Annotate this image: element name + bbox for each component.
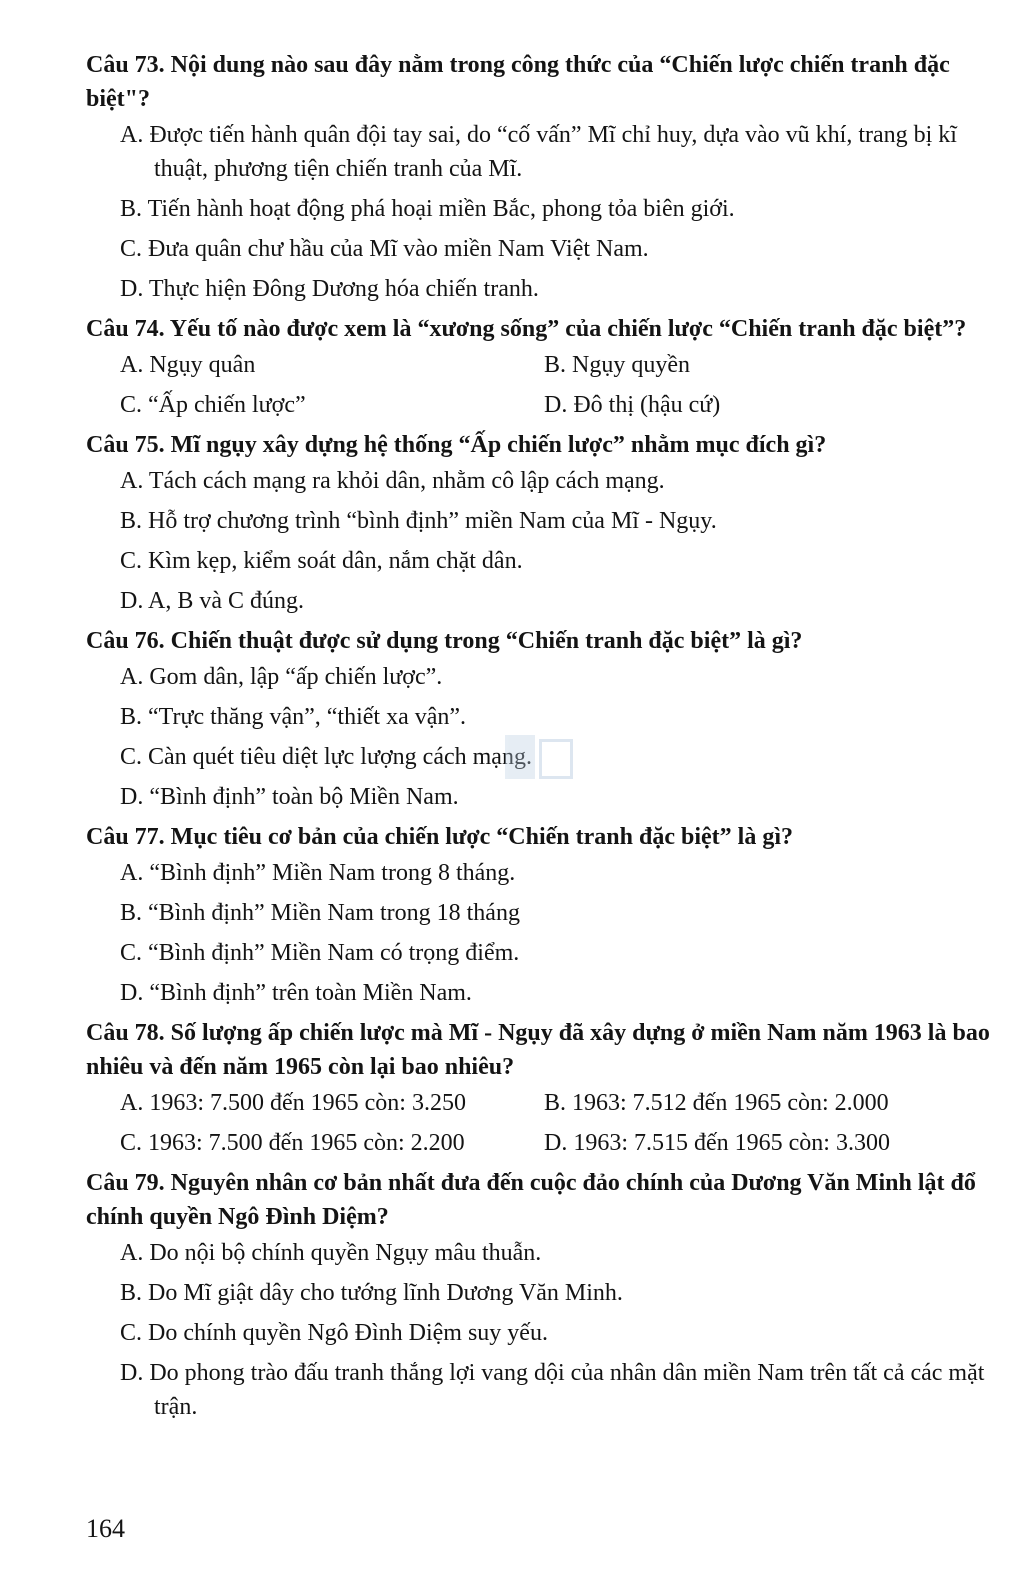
answer-option: B. Tiến hành hoạt động phá hoại miền Bắc, phong tỏa biên giới. bbox=[120, 196, 735, 222]
answer-option: D. “Bình định” toàn bộ Miền Nam. bbox=[120, 784, 459, 810]
answer-option: B. Ngụy quyền bbox=[544, 352, 690, 378]
answer-option: C. “Ấp chiến lược” bbox=[120, 392, 306, 418]
question-78 bbox=[86, 1016, 1006, 1160]
question-title: Câu 79. Nguyên nhân cơ bản nhất đưa đến cuộc đảo chính của Dương Văn Minh lật đổ chính quyền Ngô Đình Diệm? bbox=[86, 1170, 976, 1230]
answer-option: C. Càn quét tiêu diệt lực lượng cách mạng. bbox=[120, 744, 532, 770]
question-77 bbox=[86, 820, 1006, 1010]
answer-row bbox=[86, 1086, 1006, 1120]
answer-option: D. 1963: 7.515 đến 1965 còn: 3.300 bbox=[544, 1130, 890, 1156]
question-title: Câu 78. Số lượng ấp chiến lược mà Mĩ - Ngụy đã xây dựng ở miền Nam năm 1963 là bao nhiêu và đến năm 1965 còn lại bao nhiêu? bbox=[86, 1020, 990, 1080]
question-74 bbox=[86, 312, 1006, 422]
question-79 bbox=[86, 1166, 1006, 1424]
answer-option: A. “Bình định” Miền Nam trong 8 tháng. bbox=[120, 860, 516, 886]
question-75 bbox=[86, 428, 1006, 618]
answer-option: D. A, B và C đúng. bbox=[120, 588, 305, 614]
answer-option: A. Gom dân, lập “ấp chiến lược”. bbox=[120, 664, 443, 690]
question-title: Câu 74. Yếu tố nào được xem là “xương sống” của chiến lược “Chiến tranh đặc biệt”? bbox=[86, 316, 967, 342]
answer-option: A. 1963: 7.500 đến 1965 còn: 3.250 bbox=[120, 1090, 466, 1116]
answer-option: B. 1963: 7.512 đến 1965 còn: 2.000 bbox=[544, 1090, 889, 1116]
question-title: Câu 77. Mục tiêu cơ bản của chiến lược “Chiến tranh đặc biệt” là gì? bbox=[86, 824, 793, 850]
answer-option: D. Thực hiện Đông Dương hóa chiến tranh. bbox=[120, 276, 539, 302]
answer-option: C. “Bình định” Miền Nam có trọng điểm. bbox=[120, 940, 520, 966]
question-title: Câu 73. Nội dung nào sau đây nằm trong công thức của “Chiến lược chiến tranh đặc biệt"? bbox=[86, 52, 950, 112]
answer-row bbox=[86, 388, 1006, 422]
answer-option: B. Hỗ trợ chương trình “bình định” miền Nam của Mĩ - Ngụy. bbox=[120, 508, 717, 534]
question-76 bbox=[86, 624, 1006, 814]
answer-option: C. Do chính quyền Ngô Đình Diệm suy yếu. bbox=[120, 1320, 548, 1346]
question-title: Câu 76. Chiến thuật được sử dụng trong “Chiến tranh đặc biệt” là gì? bbox=[86, 628, 803, 654]
answer-option: A. Ngụy quân bbox=[120, 352, 256, 378]
page-number: 164 bbox=[86, 1514, 125, 1543]
document-page bbox=[86, 48, 1006, 1430]
answer-option: C. Đưa quân chư hầu của Mĩ vào miền Nam Việt Nam. bbox=[120, 236, 649, 262]
answer-row bbox=[86, 1126, 1006, 1160]
question-73 bbox=[86, 48, 1006, 306]
answer-option: B. “Bình định” Miền Nam trong 18 tháng bbox=[120, 900, 520, 926]
answer-option: C. 1963: 7.500 đến 1965 còn: 2.200 bbox=[120, 1130, 465, 1156]
answer-row bbox=[86, 348, 1006, 382]
answer-option: D. Do phong trào đấu tranh thắng lợi vang dội của nhân dân miền Nam trên tất cả các mặt trận. bbox=[120, 1360, 985, 1420]
answer-option: B. Do Mĩ giật dây cho tướng lĩnh Dương Văn Minh. bbox=[120, 1280, 623, 1306]
answer-option: A. Do nội bộ chính quyền Ngụy mâu thuẫn. bbox=[120, 1240, 542, 1266]
answer-option: A. Được tiến hành quân đội tay sai, do “cố vấn” Mĩ chỉ huy, dựa vào vũ khí, trang bị kĩ thuật, phương tiện chiến tranh của Mĩ. bbox=[120, 122, 957, 182]
question-title: Câu 75. Mĩ ngụy xây dựng hệ thống “Ấp chiến lược” nhằm mục đích gì? bbox=[86, 432, 827, 458]
answer-option: B. “Trực thăng vận”, “thiết xa vận”. bbox=[120, 704, 467, 730]
answer-option: D. Đô thị (hậu cứ) bbox=[544, 392, 721, 418]
answer-option: C. Kìm kẹp, kiểm soát dân, nắm chặt dân. bbox=[120, 548, 523, 574]
answer-option: A. Tách cách mạng ra khỏi dân, nhằm cô lập cách mạng. bbox=[120, 468, 665, 494]
answer-option: D. “Bình định” trên toàn Miền Nam. bbox=[120, 980, 472, 1006]
